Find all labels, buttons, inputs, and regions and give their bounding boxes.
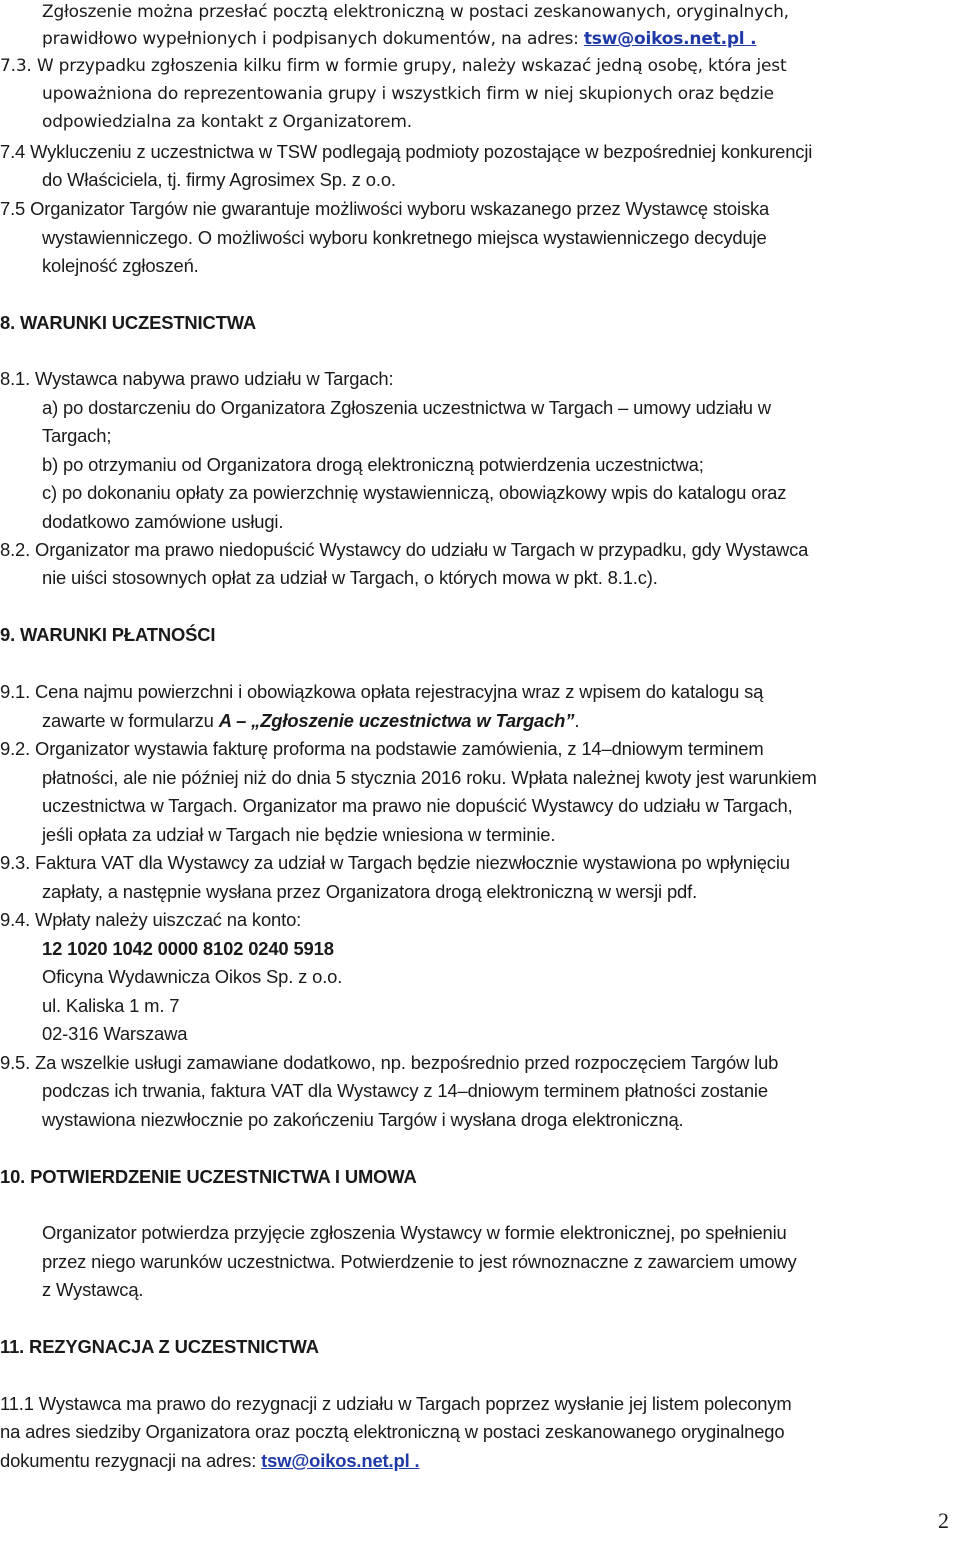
page-number: 2	[938, 1508, 949, 1533]
text-line: uczestnictwa w Targach. Organizator ma prawo nie dopuścić Wystawcy do udziału w Targach,	[42, 795, 793, 816]
text-line: nie uiści stosownych opłat za udział w Targach, o których mowa w pkt. 8.1.c).	[42, 567, 658, 588]
text-line: Zgłoszenie można przesłać pocztą elektroniczną w postaci zeskanowanych, oryginalnych,	[42, 2, 789, 22]
text-line: 9.3. Faktura VAT dla Wystawcy za udział w Targach będzie niezwłocznie wystawiona po wpłynięciu	[0, 852, 790, 873]
section-heading: 9. WARUNKI PŁATNOŚCI	[0, 624, 216, 645]
text-line: na adres siedziby Organizatora oraz pocztą elektroniczną w postaci zeskanowanego oryginalnego	[0, 1421, 785, 1442]
text-line: 9.2. Organizator wystawia fakturę proforma na podstawie zamówienia, z 14–dniowym terminem	[0, 738, 764, 759]
text-span: .	[574, 710, 580, 731]
text-line: 9.4. Wpłaty należy uiszczać na konto:	[0, 909, 302, 930]
text-line: przez niego warunków uczestnictwa. Potwierdzenie to jest równoznaczne z zawarciem umowy	[42, 1251, 797, 1272]
email-link[interactable]: tsw@oikos.net.pl .	[261, 1450, 420, 1471]
text-line: odpowiedzialna za kontakt z Organizatorem.	[42, 112, 412, 132]
text-line: dodatkowo zamówione usługi.	[42, 511, 284, 532]
text-line: c) po dokonaniu opłaty za powierzchnię wystawienniczą, obowiązkowy wpis do katalogu oraz	[42, 482, 787, 503]
text-line: 11.1 Wystawca ma prawo do rezygnacji z udziału w Targach poprzez wysłanie jej listem poleconym	[0, 1393, 792, 1414]
section-heading: 10. POTWIERDZENIE UCZESTNICTWA I UMOWA	[0, 1166, 417, 1187]
text-line	[0, 1449, 419, 1473]
text-line: wystawienniczego. O możliwości wyboru konkretnego miejsca wystawienniczego decyduje	[42, 227, 767, 248]
text-span: prawidłowo wypełnionych i podpisanych dokumentów, na adres:	[42, 29, 584, 49]
text-line: jeśli opłata za udział w Targach nie będzie wniesiona w terminie.	[42, 824, 556, 845]
text-line: ul. Kaliska 1 m. 7	[42, 995, 180, 1016]
form-name: A – „Zgłoszenie uczestnictwa w Targach”	[218, 710, 575, 731]
text-line: kolejność zgłoszeń.	[42, 255, 199, 276]
text-line: płatności, ale nie później niż do dnia 5 stycznia 2016 roku. Wpłata należnej kwoty jest warunkiem	[42, 767, 817, 788]
text-line: b) po otrzymaniu od Organizatora drogą elektroniczną potwierdzenia uczestnictwa;	[42, 454, 704, 475]
text-line: Organizator potwierdza przyjęcie zgłoszenia Wystawcy w formie elektronicznej, po spełnieniu	[42, 1222, 787, 1243]
text-line: podczas ich trwania, faktura VAT dla Wystawcy z 14–dniowym terminem płatności zostanie	[42, 1080, 768, 1101]
text-span: dokumentu rezygnacji na adres:	[0, 1450, 262, 1471]
text-line: 8.1. Wystawca nabywa prawo udziału w Targach:	[0, 368, 394, 389]
text-line: wystawiona niezwłocznie po zakończeniu Targów i wysłana droga elektroniczną.	[42, 1109, 684, 1130]
section-heading: 8. WARUNKI UCZESTNICTWA	[0, 312, 257, 333]
text-line: z Wystawcą.	[42, 1279, 144, 1300]
text-line: 7.3. W przypadku zgłoszenia kilku firm w formie grupy, należy wskazać jedną osobę, która jest	[0, 56, 787, 76]
text-line: Targach;	[42, 425, 112, 446]
text-line	[42, 709, 579, 733]
text-line: a) po dostarczeniu do Organizatora Zgłoszenia uczestnictwa w Targach – umowy udziału w	[42, 397, 771, 418]
text-line: do Właściciela, tj. firmy Agrosimex Sp. z o.o.	[42, 169, 396, 190]
text-line: 7.5 Organizator Targów nie gwarantuje możliwości wyboru wskazanego przez Wystawcę stoiska	[0, 198, 770, 219]
text-line: 9.1. Cena najmu powierzchni i obowiązkowa opłata rejestracyjna wraz z wpisem do katalogu są	[0, 681, 764, 702]
text-line: 02-316 Warszawa	[42, 1023, 188, 1044]
text-line: 8.2. Organizator ma prawo niedopuścić Wystawcy do udziału w Targach w przypadku, gdy Wystawca	[0, 539, 809, 560]
text-span: zawarte w formularzu	[42, 710, 219, 731]
text-line: Oficyna Wydawnicza Oikos Sp. z o.o.	[42, 966, 343, 987]
text-line: 7.4 Wykluczeniu z uczestnictwa w TSW podlegają podmioty pozostające w bezpośredniej konkurencji	[0, 141, 813, 162]
text-line: upoważniona do reprezentowania grupy i wszystkich firm w niej skupionych oraz będzie	[42, 84, 774, 104]
email-link[interactable]: tsw@oikos.net.pl .	[583, 29, 757, 49]
text-line: 9.5. Za wszelkie usługi zamawiane dodatkowo, np. bezpośrednio przed rozpoczęciem Targów lub	[0, 1052, 779, 1073]
bank-account-number: 12 1020 1042 0000 8102 0240 5918	[42, 938, 334, 959]
text-line: zapłaty, a następnie wysłana przez Organizatora drogą elektroniczną w wersji pdf.	[42, 881, 698, 902]
section-heading: 11. REZYGNACJA Z UCZESTNICTWA	[0, 1336, 319, 1357]
text-line	[42, 27, 756, 51]
